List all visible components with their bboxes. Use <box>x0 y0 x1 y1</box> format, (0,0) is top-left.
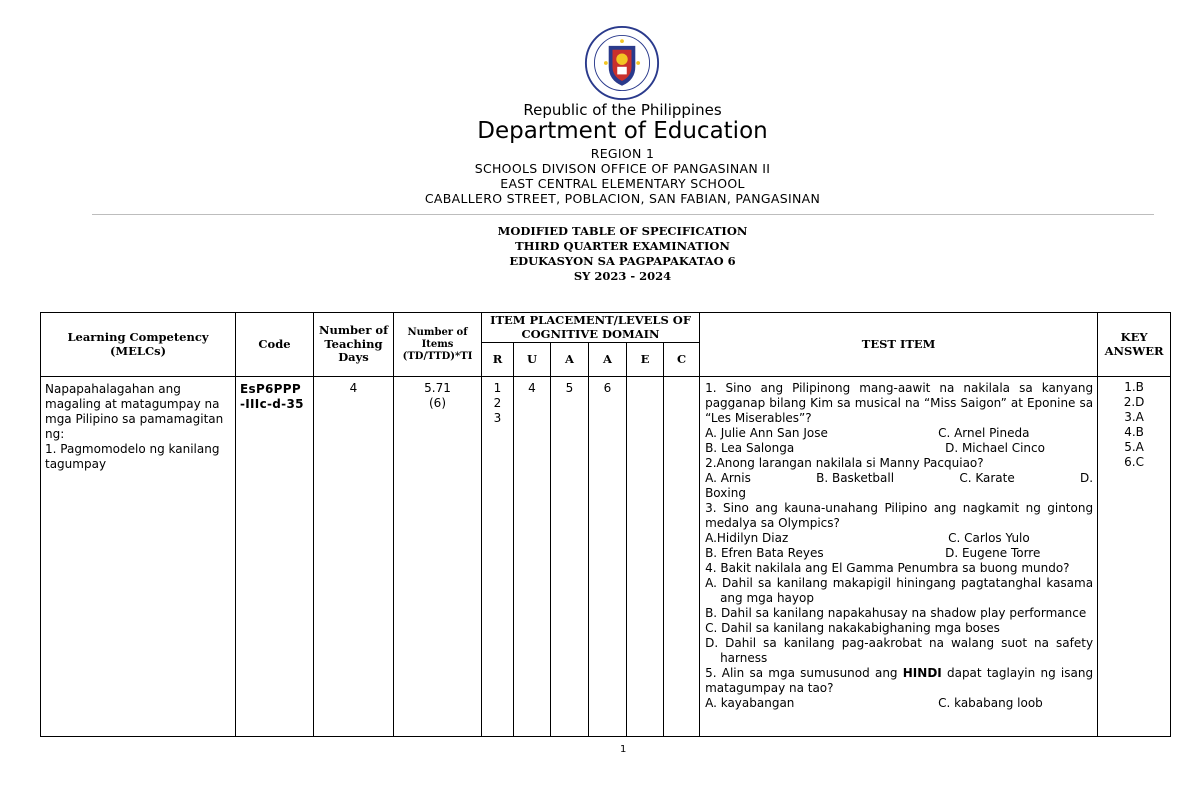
key-answer-cell <box>1098 377 1171 737</box>
q5-options-ac <box>705 696 1093 711</box>
option: D. <box>1079 471 1094 485</box>
q3-options-bd <box>705 546 1093 561</box>
header-items: Number of Items (TD/TTD)*TI <box>394 313 482 377</box>
option: C. Carlos Yulo <box>948 531 1030 545</box>
deped-seal-logo <box>584 25 660 101</box>
header-melc: Learning Competency (MELCs) <box>41 313 236 377</box>
doc-title-1: MODIFIED TABLE OF SPECIFICATION <box>497 224 748 238</box>
r-cell <box>482 377 514 737</box>
option: B. Basketball <box>816 471 895 485</box>
header-level-a1: A <box>551 343 589 377</box>
key-answer: 6.C <box>1124 455 1144 469</box>
option: C. Arnel Pineda <box>938 426 1030 440</box>
doc-title-2: THIRD QUARTER EXAMINATION <box>515 239 730 253</box>
header-divider <box>92 214 1154 215</box>
option: D. Dahil sa kanilang pag-aakrobat na walang suot na safety harness <box>705 636 1094 665</box>
key-answer: 2.D <box>1123 395 1145 409</box>
department-line: Department of Education <box>477 118 768 144</box>
option: A. Arnis <box>705 471 751 485</box>
division-line: SCHOOLS DIVISON OFFICE OF PANGASINAN II <box>474 161 771 176</box>
header-placement: ITEM PLACEMENT/LEVELS OF COGNITIVE DOMAIN <box>482 313 700 343</box>
header-level-u: U <box>514 343 551 377</box>
question-4: 4. Bakit nakilala ang El Gamma Penumbra sa buong mundo? <box>705 561 1070 575</box>
doc-title-4: SY 2023 - 2024 <box>573 269 672 283</box>
option: C. Karate <box>959 471 1015 485</box>
option: B. Efren Bata Reyes <box>705 546 824 560</box>
q1-options-ac <box>705 426 1093 441</box>
option: C. Dahil sa kanilang nakakabighaning mga boses <box>705 621 1000 635</box>
q5-text-pre: 5. Alin sa mga sumusunod ang <box>705 666 903 680</box>
melc-text: Napapahalagahan ang magaling at matagumpay na mga Pilipino sa pamamagitan ng: <box>45 382 224 441</box>
region-line: REGION 1 <box>590 146 655 161</box>
key-answer: 5.A <box>1124 440 1144 454</box>
header-level-a2: A <box>589 343 627 377</box>
question-3: 3. Sino ang kauna-unahang Pilipino ang nagkamit ng gintong medalya sa Olympics? <box>705 501 1094 530</box>
option: B. Dahil sa kanilang napakahusay na shadow play performance <box>705 606 1087 620</box>
e-cell <box>627 377 664 737</box>
r-item: 3 <box>493 411 502 425</box>
option: D. Eugene Torre <box>945 546 1041 560</box>
address-line: CABALLERO STREET, POBLACION, SAN FABIAN, PANGASINAN <box>424 191 821 206</box>
melc-sub: 1. Pagmomodelo ng kanilang tagumpay <box>45 442 220 471</box>
code-line-2: -IIIc-d-35 <box>240 397 304 411</box>
c-cell <box>664 377 700 737</box>
header-code: Code <box>236 313 314 377</box>
code-line-1: EsP6PPP <box>240 382 301 396</box>
test-item-cell <box>700 377 1098 737</box>
option: A. Dahil sa kanilang makapigil hiningang pagtatanghal kasama ang mga hayop <box>705 576 1094 605</box>
items-cell <box>394 377 482 737</box>
doc-title-3: EDUKASYON SA PAGPAPAKATAO 6 <box>509 254 736 268</box>
school-line: EAST CENTRAL ELEMENTARY SCHOOL <box>500 176 745 191</box>
option: A.Hidilyn Diaz <box>705 531 789 545</box>
q3-options-ac <box>705 531 1093 546</box>
key-answer: 1.B <box>1124 380 1144 394</box>
q2-options <box>705 471 1093 486</box>
r-item: 1 <box>493 381 502 395</box>
option: D. Michael Cinco <box>945 441 1045 455</box>
key-answer: 4.B <box>1124 425 1144 439</box>
question-1: 1. Sino ang Pilipinong mang-aawit na nakilala sa kanyang pagganap bilang Kim sa musical na “Miss Saigon” at Eponine sa “Les Miserables”? <box>705 381 1094 425</box>
a2-cell: 6 <box>589 377 627 737</box>
header-test-item: TEST ITEM <box>700 313 1098 377</box>
items-value: 5.71 <box>424 381 451 395</box>
q5-emphasis: HINDI <box>902 666 942 680</box>
items-paren: (6) <box>429 396 446 410</box>
q1-options-bd <box>705 441 1093 456</box>
header-level-c: C <box>664 343 700 377</box>
u-cell: 4 <box>514 377 551 737</box>
option: C. kababang loob <box>938 696 1043 710</box>
header-key: KEY ANSWER <box>1098 313 1171 377</box>
header-days: Number of Teaching Days <box>314 313 394 377</box>
header-level-e: E <box>627 343 664 377</box>
key-answer: 3.A <box>1124 410 1144 424</box>
option: A. Julie Ann San Jose <box>705 426 828 440</box>
question-5 <box>705 666 1093 696</box>
melc-cell <box>41 377 236 737</box>
q5-text-post: dapat taglayin ng isang matagumpay na tao? <box>705 666 1094 695</box>
option: A. kayabangan <box>705 696 795 710</box>
r-item: 2 <box>493 396 502 410</box>
page-number: 1 <box>620 744 627 755</box>
specification-table <box>40 312 1171 737</box>
code-cell <box>236 377 314 737</box>
republic-line: Republic of the Philippines <box>523 101 722 119</box>
question-2: 2.Anong larangan nakilala si Manny Pacquiao? <box>705 456 984 470</box>
option: B. Lea Salonga <box>705 441 795 455</box>
days-cell: 4 <box>314 377 394 737</box>
option-continuation: Boxing <box>705 486 746 500</box>
a1-cell: 5 <box>551 377 589 737</box>
header-level-r: R <box>482 343 514 377</box>
